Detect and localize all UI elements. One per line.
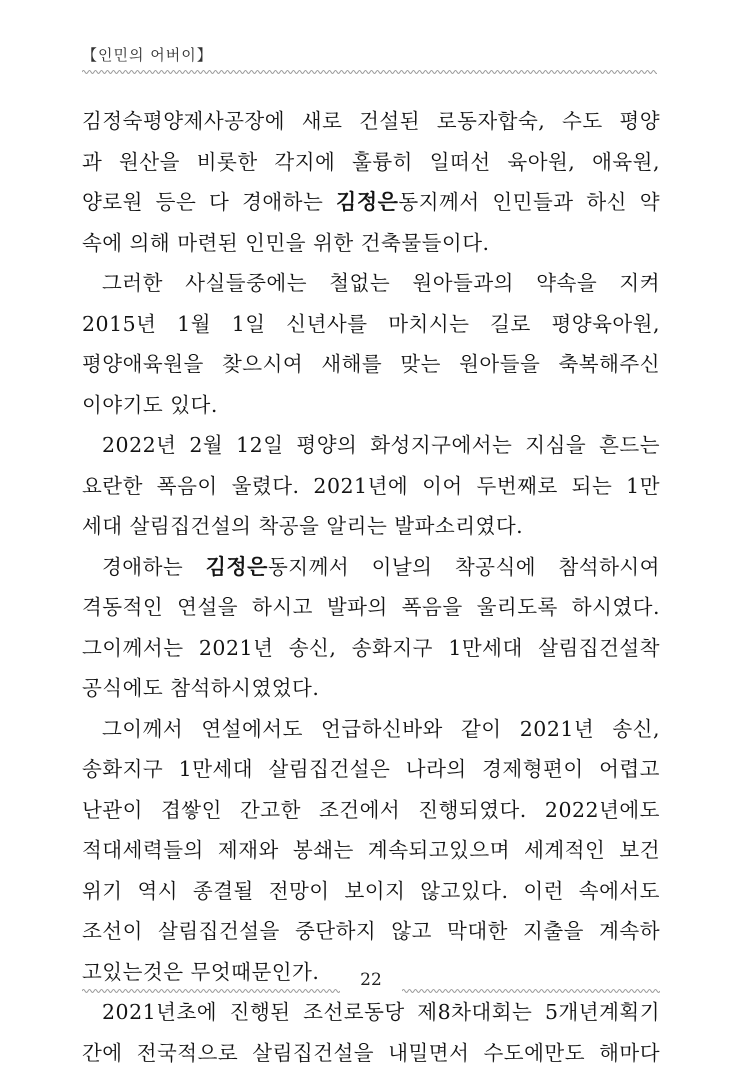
text-segment: 그러한 사실들중에는 철없는 원아들과의 약속을 지켜 (102, 271, 660, 295)
text-line (82, 1033, 660, 1073)
text-line (82, 871, 660, 912)
page-footer (82, 970, 660, 1000)
text-segment: 평양애육원을 찾으시여 새해를 맞는 원아들을 축복해주신 (82, 352, 660, 376)
text-segment: 그이께서는 2021년 송신, 송화지구 1만세대 살림집건설착 (82, 636, 660, 660)
body-text (82, 101, 660, 1073)
text-segment: 동지께서 인민들과 하신 약 (398, 190, 660, 214)
text-line (82, 425, 660, 466)
text-line (82, 668, 660, 709)
text-line (82, 709, 660, 750)
text-segment: 위기 역시 종결될 전망이 보이지 않고있다. 이런 속에서도 (82, 879, 660, 903)
text-segment: 격동적인 연설을 하시고 발파의 폭음을 울리도록 하시였다. (82, 595, 660, 619)
footer-wavy-rule-right (402, 987, 660, 995)
text-line (82, 385, 660, 426)
text-segment: 2021년초에 진행된 조선로동당 제8차대회는 5개년계획기 (102, 1000, 660, 1024)
text-line (82, 911, 660, 952)
text-line (82, 142, 660, 183)
text-line (82, 304, 660, 345)
text-line (82, 466, 660, 507)
text-line (82, 790, 660, 831)
text-segment: 속에 의해 마련된 인민을 위한 건축물들이다. (82, 231, 490, 255)
text-segment: 동지께서 이날의 착공식에 참석하시여 (268, 555, 660, 579)
text-line (82, 830, 660, 871)
page-number: 22 (340, 970, 402, 990)
footer-wavy-rule-left (82, 987, 340, 995)
text-segment: 그이께서 연설에서도 언급하신바와 같이 2021년 송신, (102, 717, 660, 741)
text-segment: 공식에도 참석하시였었다. (82, 676, 319, 700)
leader-name: 김정은 (206, 555, 268, 579)
text-line (82, 587, 660, 628)
leader-name: 김정은 (336, 190, 398, 214)
text-line (82, 182, 660, 223)
text-segment: 김정숙평양제사공장에 새로 건설된 로동자합숙, 수도 평양 (82, 109, 660, 133)
text-segment: 세대 살림집건설의 착공을 알리는 발파소리였다. (82, 514, 523, 538)
text-segment: 고있는것은 무엇때문인가. (82, 960, 319, 984)
text-line (82, 506, 660, 547)
text-segment: 2022년 2월 12일 평양의 화성지구에서는 지심을 흔드는 (102, 433, 660, 457)
text-segment: 경애하는 (102, 555, 206, 579)
text-line (82, 223, 660, 264)
text-segment: 양로원 등은 다 경애하는 (82, 190, 336, 214)
text-segment: 요란한 폭음이 울렸다. 2021년에 이어 두번째로 되는 1만 (82, 474, 660, 498)
text-segment: 난관이 겹쌓인 간고한 조건에서 진행되였다. 2022년에도 (82, 798, 660, 822)
running-header: 【인민의 어버이】 (82, 44, 213, 65)
text-segment: 적대세력들의 제재와 봉쇄는 계속되고있으며 세계적인 보건 (82, 838, 660, 862)
text-segment: 과 원산을 비롯한 각지에 훌륭히 일떠선 육아원, 애육원, (82, 150, 660, 174)
text-line (82, 101, 660, 142)
text-line (82, 547, 660, 588)
text-segment: 송화지구 1만세대 살림집건설은 나라의 경제형편이 어렵고 (82, 757, 660, 781)
text-segment: 조선이 살림집건설을 중단하지 않고 막대한 지출을 계속하 (82, 919, 660, 943)
text-line (82, 263, 660, 304)
text-segment: 2015년 1월 1일 신년사를 마치시는 길로 평양육아원, (82, 312, 660, 336)
text-segment: 이야기도 있다. (82, 393, 218, 417)
text-line (82, 749, 660, 790)
text-line (82, 628, 660, 669)
header-wavy-rule (82, 68, 657, 76)
text-line (82, 344, 660, 385)
text-segment: 간에 전국적으로 살림집건설을 내밀면서 수도에만도 해마다 (82, 1041, 660, 1065)
